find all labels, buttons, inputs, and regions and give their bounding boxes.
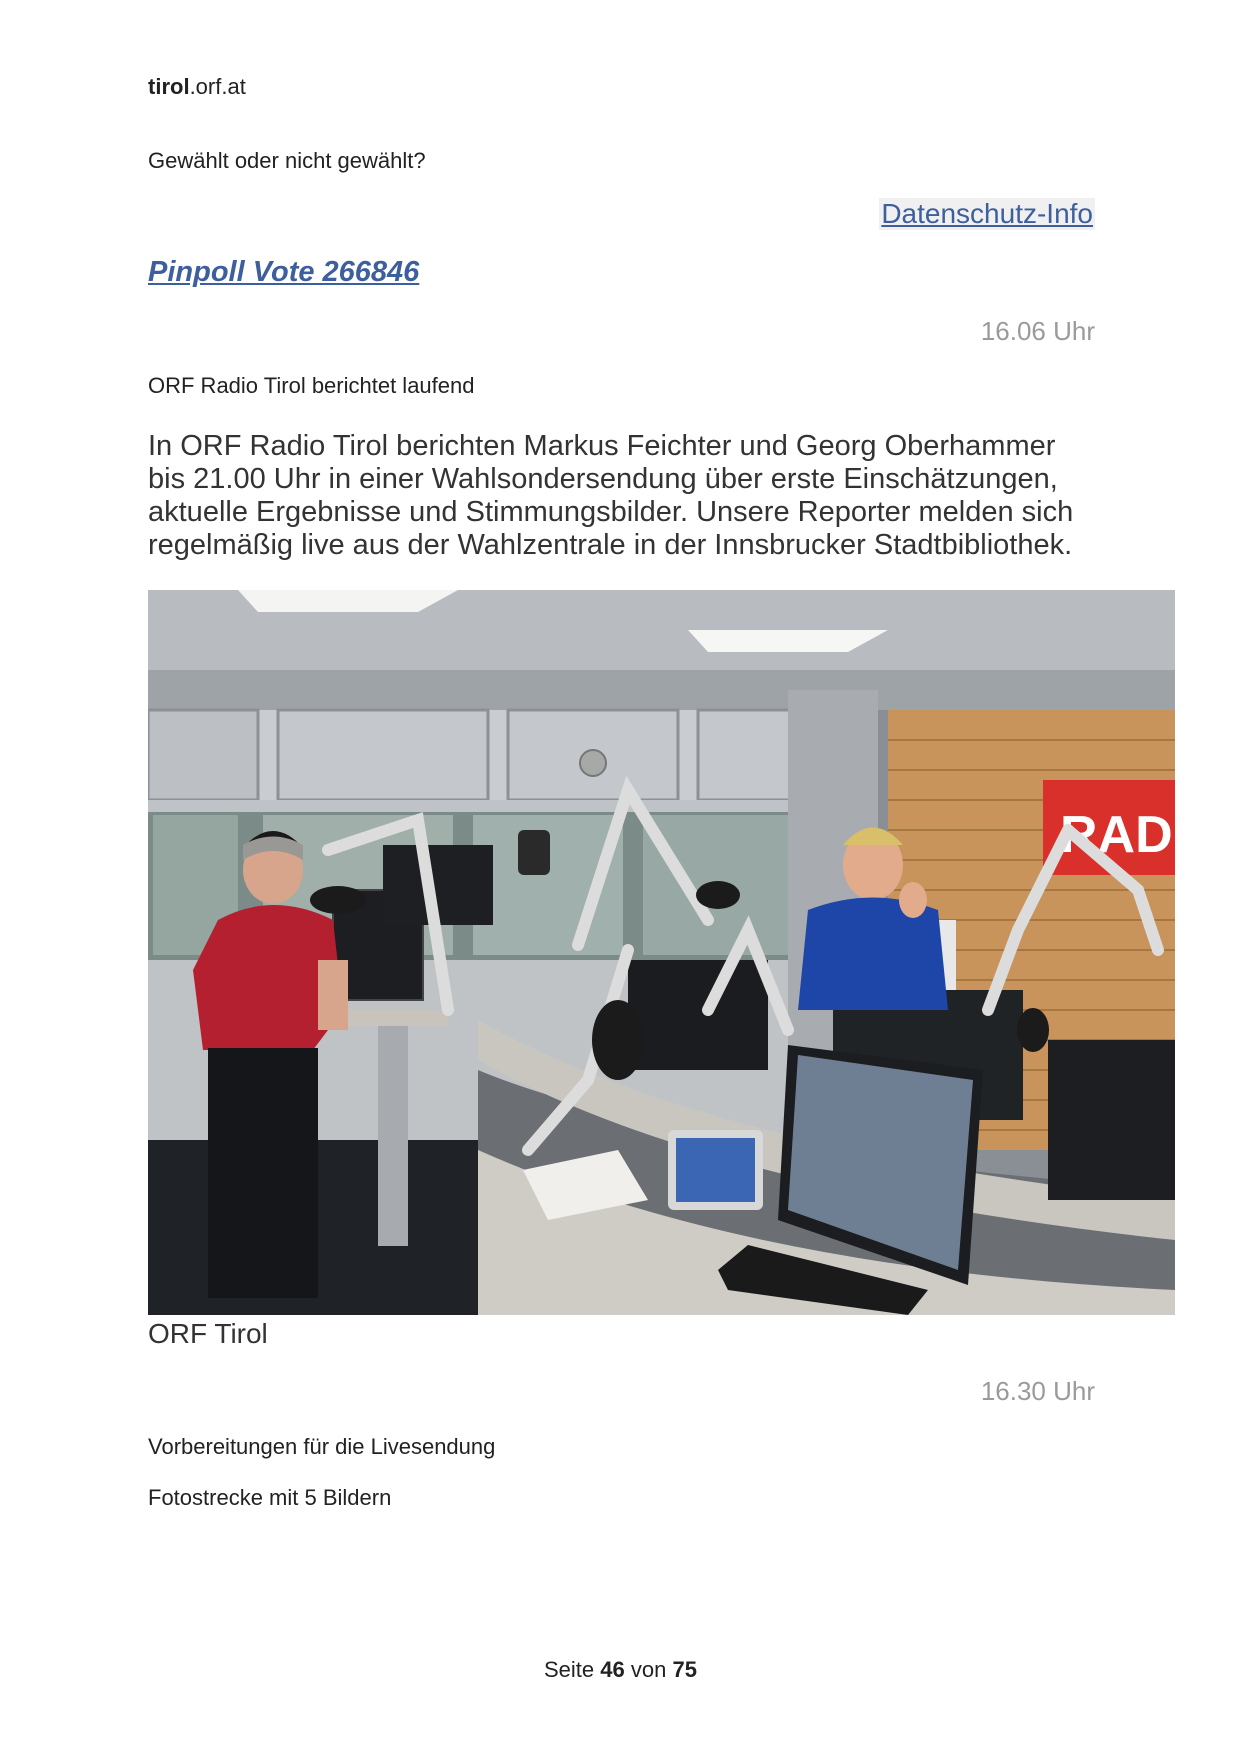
studio-sign: RAD	[1060, 806, 1173, 864]
entry-time: 16.30 Uhr	[980, 1376, 1095, 1406]
pinpoll-link[interactable]: Pinpoll Vote 266846	[148, 256, 420, 288]
privacy-info-link[interactable]: Datenschutz-Info	[881, 198, 1093, 229]
studio-photo-illustration	[148, 590, 1175, 1315]
photo-caption: ORF Tirol	[148, 1318, 268, 1349]
studio-photo	[148, 590, 1175, 1315]
entry-headline: Vorbereitungen für die Livesendung	[148, 1434, 496, 1459]
page-footer: Seite 46 von 75	[544, 1657, 697, 1682]
entry-headline: ORF Radio Tirol berichtet laufend	[148, 373, 475, 398]
site-name: tirol.orf.at	[148, 74, 246, 99]
entry-time: 16.06 Uhr	[980, 316, 1095, 346]
entry-body: In ORF Radio Tirol berichten Markus Feichter und Georg Oberhammer bis 21.00 Uhr in einer Wahlsondersendung über erste Einschätzungen, aktuelle Ergebnisse und Stimmungsbilder. Unsere Reporter melden sich regelmäßig live aus der Wahlzentrale in der Innsbrucker Stadtbibliothek.	[148, 430, 1074, 561]
gallery-link[interactable]: Fotostrecke mit 5 Bildern	[148, 1485, 392, 1510]
poll-question: Gewählt oder nicht gewählt?	[148, 148, 426, 173]
